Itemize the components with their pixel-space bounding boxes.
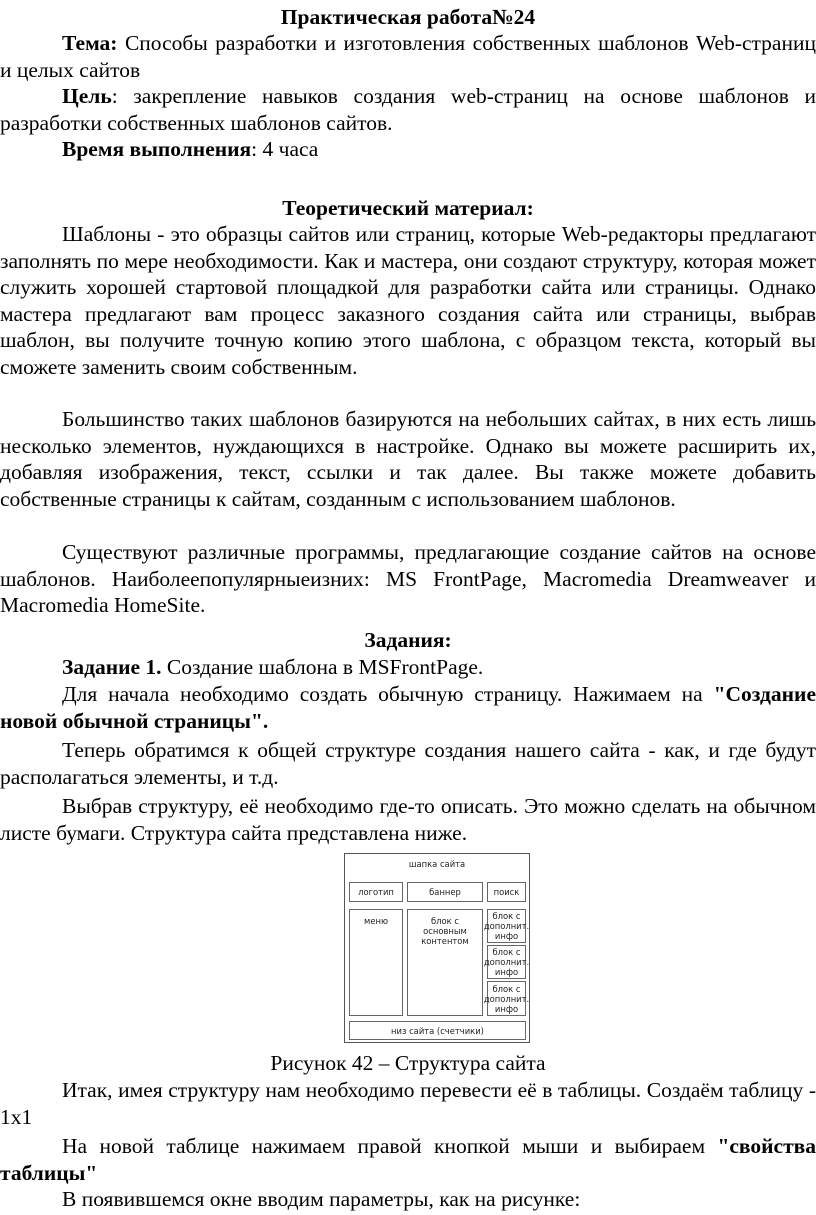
step-1-paragraph: Для начала необходимо создать обычную страницу. Нажимаем на "Создание новой обычной страницы". — [0, 682, 816, 733]
tasks-heading: Задания: — [364, 628, 452, 652]
time-paragraph — [0, 136, 816, 163]
theory-paragraph-3: Существуют различные программы, предлагающие создание сайтов на основе шаблонов. Наиболеепопулярныеизних: MS FrontPage, Macromedia Dreamweaver и Macromedia HomeSite. — [0, 540, 816, 617]
task-1-label: Задание 1. — [62, 655, 162, 679]
step-2-paragraph: Теперь обратимся к общей структуре создания нашего сайта - как, и где будут располагаться элементы, и т.д. — [0, 738, 816, 789]
time-text: : 4 часа — [251, 137, 319, 161]
figure-caption: Рисунок 42 – Структура сайта — [270, 1051, 546, 1075]
figure-menu-box: меню — [349, 909, 403, 1016]
figure-banner-box: баннер — [407, 882, 483, 902]
theory-paragraph-1: Шаблоны - это образцы сайтов или страниц, которые Web-редакторы предлагают заполнять по мере необходимости. Как и мастера, они создают структуру, которая может служить хорошей стартовой площадкой для разработки сайта или страницы. Однако мастера предлагают вам процесс заказного создания сайта или страницы, выбрав шаблон, вы получите точную копию этого шаблона, с образцом текста, который вы сможете заменить своим собственным. — [0, 222, 816, 379]
figure-header-label: шапка сайта — [408, 859, 466, 869]
task-1-paragraph — [0, 654, 816, 681]
step-5-paragraph: На новой таблице нажимаем правой кнопкой мыши и выбираем "свойства таблицы" — [0, 1134, 816, 1185]
figure-info-box-1: блок с дополнит. инфо — [483, 911, 530, 941]
figure-logo-box: логотип — [349, 882, 403, 902]
site-structure-figure — [344, 853, 530, 1043]
topic-text: Способы разработки и изготовления собственных шаблонов Web-страниц и целых сайтов — [0, 31, 816, 82]
step-1-bold: "Создание новой обычной страницы". — [0, 682, 816, 733]
time-label: Время выполнения — [62, 137, 252, 161]
figure-info-box-3: блок с дополнит. инфо — [487, 981, 526, 1016]
figure-content-line-1: блок с основным — [423, 916, 467, 936]
figure-footer-box: низ сайта (счетчики) — [349, 1021, 526, 1040]
step-4-paragraph: Итак, имея структуру нам необходимо перевести её в таблицы. Создаём таблицу - 1х1 — [0, 1078, 816, 1129]
theory-paragraph-2: Большинство таких шаблонов базируются на небольших сайтах, в них есть лишь несколько элементов, нуждающихся в настройке. Однако вы можете расширить их, добавляя изображения, текст, ссылки и так далее. Вы также можете добавить собственные страницы к сайтам, созданным с использованием шаблонов. — [0, 407, 816, 511]
goal-paragraph — [0, 83, 816, 136]
goal-text: : закрепление навыков создания web-страниц на основе шаблонов и разработки собственных шаблонов сайтов. — [0, 84, 816, 135]
theory-heading: Теоретический материал: — [282, 196, 534, 220]
goal-label: Цель — [62, 84, 112, 108]
figure-search-box: поиск — [487, 882, 526, 902]
step-3-paragraph: Выбрав структуру, её необходимо где-то описать. Это можно сделать на обычном листе бумаги. Структура сайта представлена ниже. — [0, 794, 816, 845]
step-5-bold: "свойства таблицы" — [0, 1134, 816, 1185]
task-1-text: Создание шаблона в MSFrontPage. — [161, 655, 484, 679]
step-6-paragraph: В появившемся окне вводим параметры, как на рисунке: — [62, 1187, 581, 1211]
figure-info-box-2: блок с дополнит. инфо — [483, 947, 530, 977]
topic-paragraph — [0, 30, 816, 83]
doc-title: Практическая работа№24 — [280, 5, 536, 29]
figure-content-box — [407, 909, 483, 1016]
topic-label: Тема: — [62, 31, 118, 55]
figure-content-line-2: контентом — [421, 936, 469, 946]
